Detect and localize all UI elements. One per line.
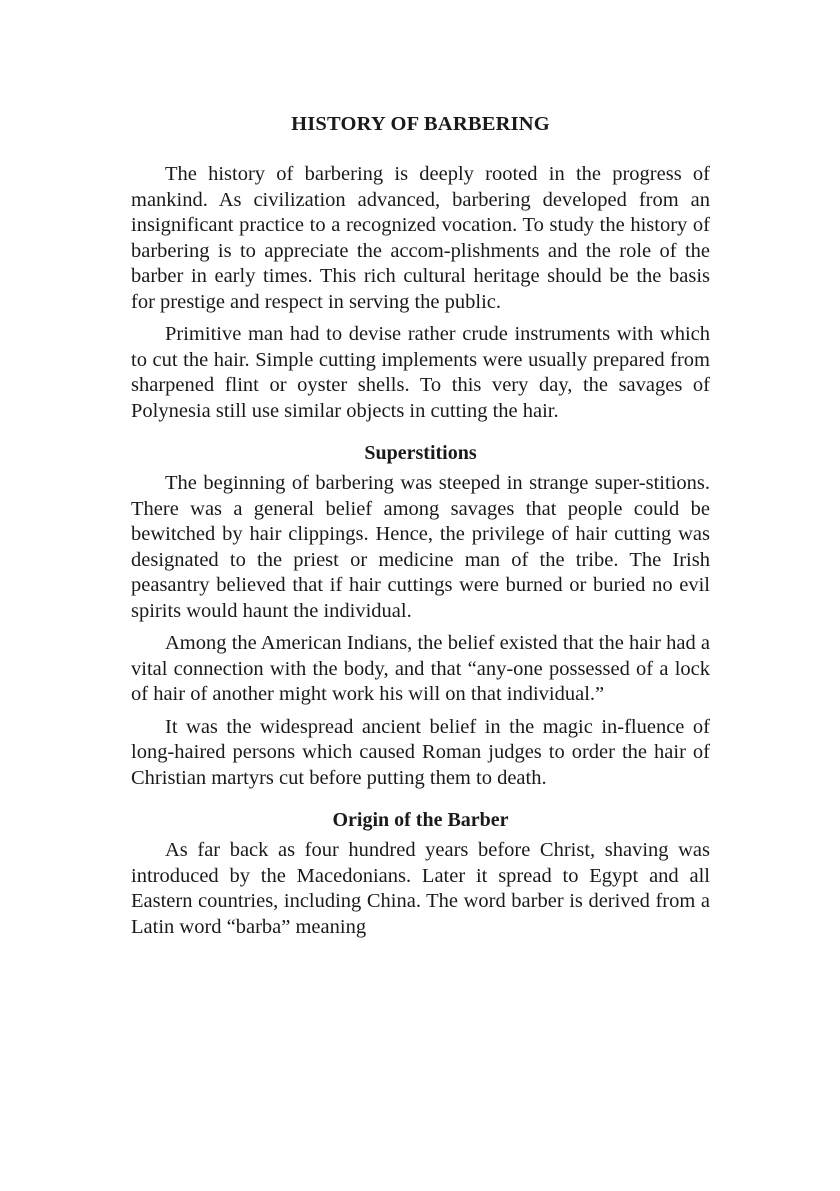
superstitions-paragraph-2: Among the American Indians, the belief existed that the hair had a vital connection with the body, and that “any-one possessed of a lock of hair of another might work his will on that individual.” — [131, 632, 710, 705]
origin-paragraph-1: As far back as four hundred years before Christ, shaving was introduced by the Macedonians. Later it spread to Egypt and all Eastern countries, including China. The word barber is derived from a Latin word “barba” meaning — [131, 839, 710, 938]
superstitions-paragraph-1: The beginning of barbering was steeped in strange super-stitions. There was a general belief among savages that people could be bewitched by hair clippings. Hence, the privilege of hair cutting was designated to the priest or medicine man of the tribe. The Irish peasantry believed that if hair cuttings were burned or buried no evil spirits would haunt the individual. — [131, 472, 710, 622]
section-heading-origin: Origin of the Barber — [332, 809, 509, 831]
page-title: HISTORY OF BARBERING — [291, 113, 550, 135]
intro-paragraph-2: Primitive man had to devise rather crude instruments with which to cut the hair. Simple cutting implements were usually prepared from sharpened flint or oyster shells. To this very day, the savages of Polynesia still use similar objects in cutting the hair. — [131, 323, 710, 422]
section-heading-superstitions: Superstitions — [364, 442, 477, 464]
superstitions-paragraph-3: It was the widespread ancient belief in the magic in-fluence of long-haired persons which caused Roman judges to order the hair of Christian martyrs cut before putting them to death. — [131, 715, 710, 789]
document-page — [131, 0, 710, 940]
intro-paragraph-1: The history of barbering is deeply rooted in the progress of mankind. As civilization advanced, barbering developed from an insignificant practice to a recognized vocation. To study the history of barbering is to appreciate the accom-plishments and the role of the barber in early times. This rich cultural heritage should be the basis for prestige and respect in serving the public. — [131, 163, 710, 313]
